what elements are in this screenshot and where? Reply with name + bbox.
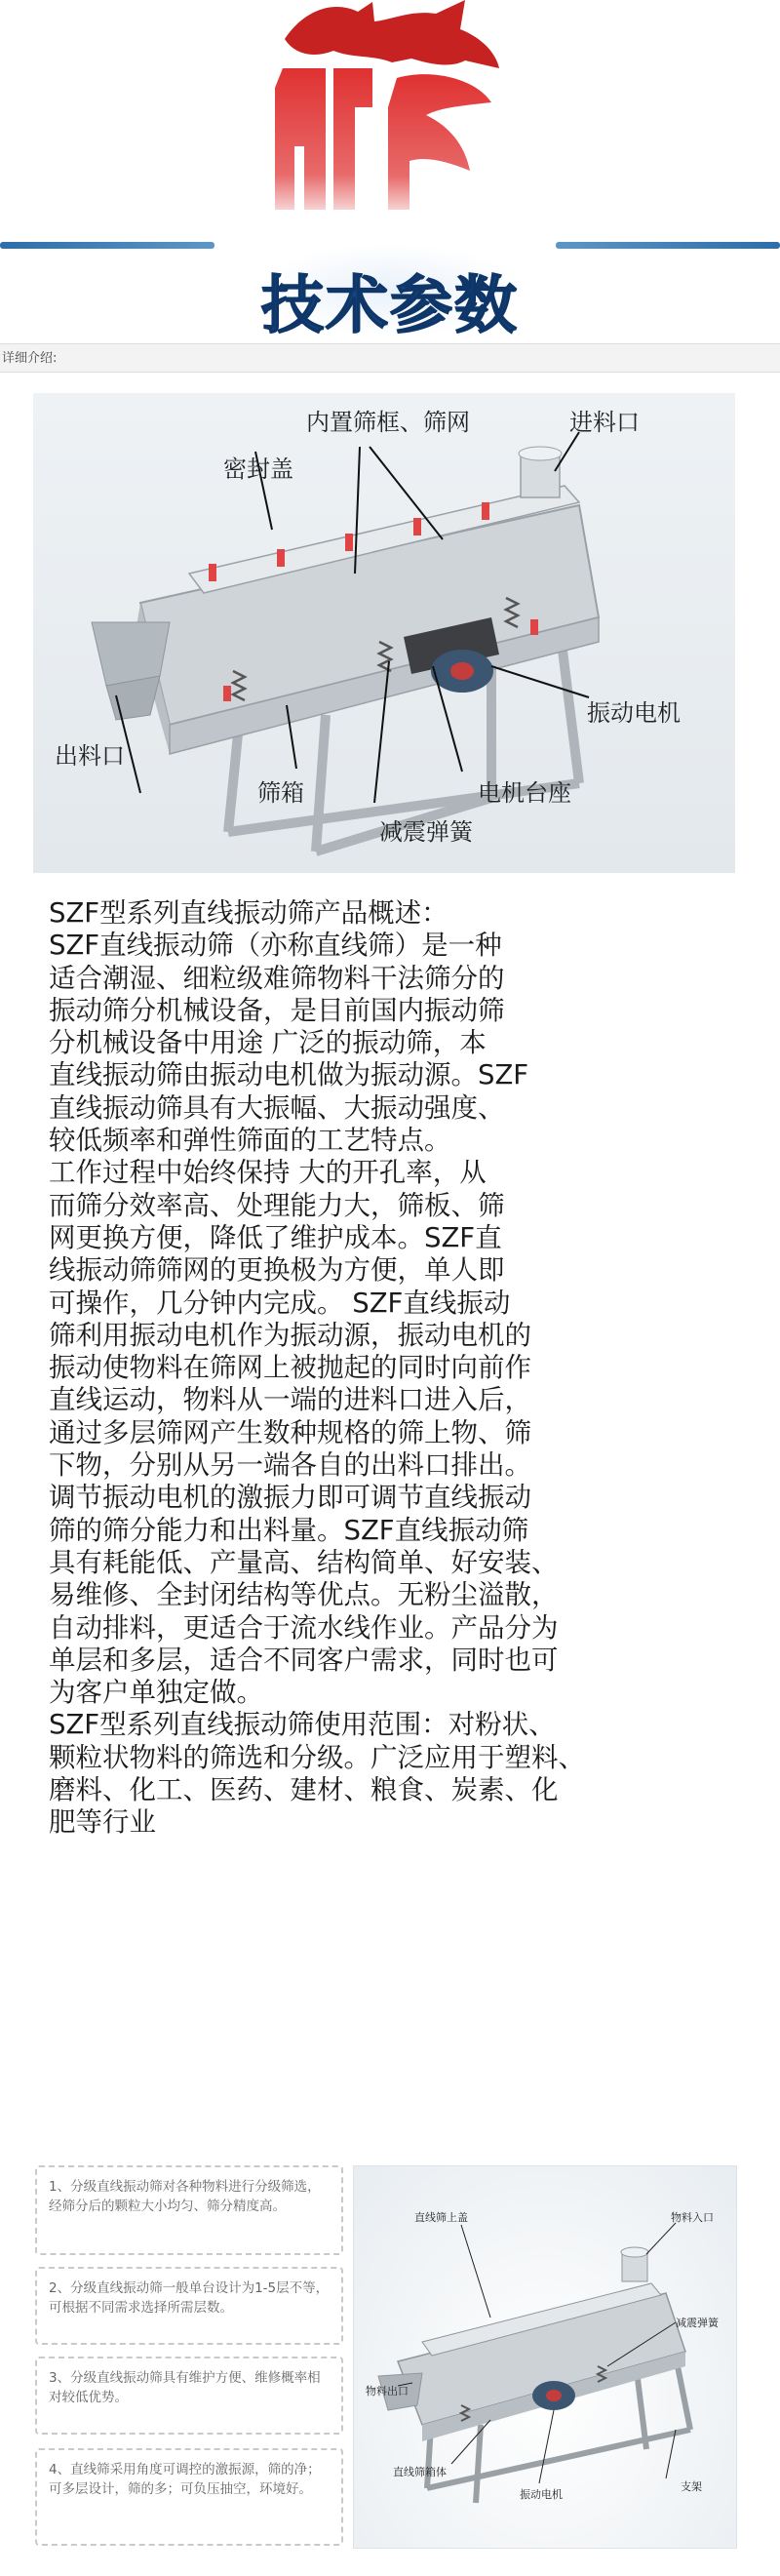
label-screen-box: 筛箱 (257, 779, 304, 807)
label-motor-base: 电机台座 (478, 779, 571, 807)
label-material-inlet: 物料入口 (671, 2211, 714, 2224)
label-top-cover: 直线筛上盖 (414, 2211, 468, 2224)
detail-intro-label: 详细介绍: (2, 351, 58, 366)
product-description (49, 897, 731, 2156)
label-vibration-motor-small: 振动电机 (520, 2488, 563, 2501)
features-section (35, 2165, 737, 2556)
feature-item-3: 3、分级直线振动筛具有维护方便、维修概率相对较低优势。 (35, 2357, 343, 2435)
label-feed-inlet: 进料口 (569, 409, 640, 436)
feature-item-4: 4、直线筛采用角度可调控的激振源，筛的净；可多层设计，筛的多；可负压抽空，环境好。 (35, 2448, 343, 2546)
label-damping-spring: 减震弹簧 (379, 818, 473, 846)
feature-item-1: 1、分级直线振动筛对各种物料进行分级筛选，经筛分后的颗粒大小均匀、筛分精度高。 (35, 2165, 343, 2255)
label-seal-cover: 密封盖 (223, 456, 293, 483)
description-paragraph: SZF型系列直线振动筛产品概述： SZF直线振动筛（亦称直线筛）是一种 适合潮湿、细粒级难筛物料干法筛分的 振动筛分机械设备，是目前国内振动筛 分机械设备中用途 广泛的振动筛，本 直线振动筛由振动电机做为振动源。SZF 直线振动筛具有大振幅、大振动强度、 较低频率和弹性筛面的工艺特点。 工作过程中始终保持 大的开孔率，从 而筛分效率高、处理能力大，筛板、筛 网更换方便，降低了维护成本。SZF直 线振动筛筛网的更换极为方便，单人即 可操作，几分钟内完成。 SZF直线振动 筛利用振动电机作为振动源，振动电机的 振动使物料在筛网上被抛起的同时向前作 直线运动，物料从一端的进料口进入后， 通过多层筛网产生数种规格的筛上物、筛 下物，分别从另一端各自的出料口排出。 调节振动电机的激振力即可调节直线振动 筛的筛分能力和出料量。SZF直线振动筛 具有耗能低、产量高、结构简单、好安装、 易维修、全封闭结构等优点。无粉尘溢散， 自动排料，更适合于流水线作业。产品分为 单层和多层，适合不同客户需求，同时也可 为客户单独定做。 SZF型系列直线振动筛使用范围：对粉状、 颗粒状物料的筛选和分级。广泛应用于塑料、 磨料、化工、医药、建材、粮食、炭素、化 肥等行业 (49, 897, 585, 1839)
header-banner (0, 0, 780, 342)
company-logo (265, 0, 509, 219)
machine-labeled-photo (353, 2165, 737, 2549)
label-damping-spring-small: 减震弹簧 (676, 2317, 719, 2329)
label-discharge-outlet: 出料口 (55, 742, 125, 770)
page-title: 技术参数 (261, 270, 519, 342)
feature-item-2: 2、分级直线振动筛一般单台设计为1-5层不等，可根据不同需求选择所需层数。 (35, 2267, 343, 2345)
label-support: 支架 (681, 2480, 702, 2493)
rule-right (556, 242, 780, 249)
screen-machine-illustration (33, 393, 735, 873)
detail-intro-bar (0, 343, 780, 373)
label-vibration-motor: 振动电机 (587, 699, 681, 727)
label-inner-frame: 内置筛框、筛网 (306, 409, 470, 436)
label-material-outlet: 物料出口 (366, 2385, 409, 2398)
label-screen-box-body: 直线筛箱体 (393, 2466, 447, 2478)
machine-diagram-photo (33, 393, 735, 873)
rule-left (0, 242, 214, 249)
